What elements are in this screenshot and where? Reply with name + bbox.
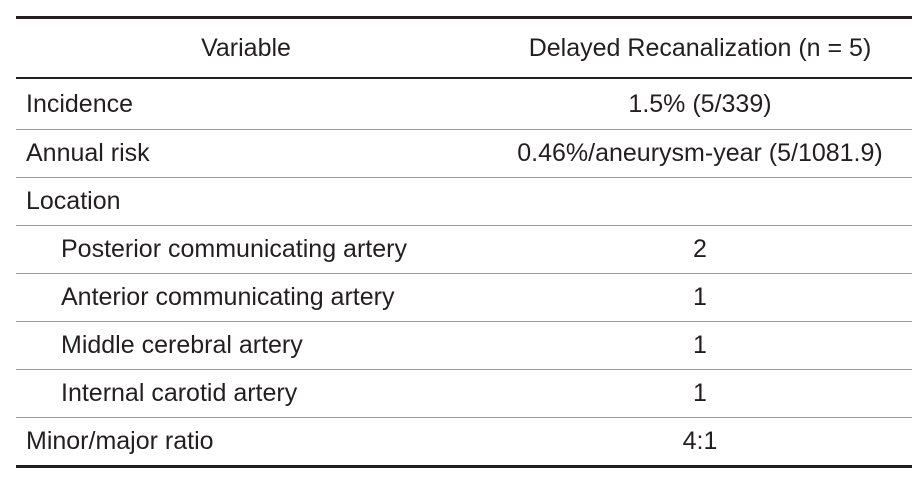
table-row — [16, 418, 912, 467]
table-row — [16, 130, 912, 178]
row-label-anterior-communicating-artery: Anterior communicating artery — [16, 274, 476, 322]
table-row — [16, 178, 912, 226]
row-label-posterior-communicating-artery: Posterior communicating artery — [16, 226, 476, 274]
row-label-minor-major-ratio: Minor/major ratio — [16, 418, 476, 467]
row-label-middle-cerebral-artery: Middle cerebral artery — [16, 322, 476, 370]
row-value-posterior-communicating-artery: 2 — [476, 226, 912, 274]
row-value-annual-risk: 0.46%/aneurysm-year (5/1081.9) — [476, 130, 912, 178]
row-label-incidence: Incidence — [16, 78, 476, 130]
table-row — [16, 274, 912, 322]
row-value-internal-carotid-artery: 1 — [476, 370, 912, 418]
row-label-location: Location — [16, 178, 476, 226]
table-header — [16, 18, 912, 79]
row-value-incidence: 1.5% (5/339) — [476, 78, 912, 130]
table-row — [16, 322, 912, 370]
header-delayed-recanalization: Delayed Recanalization (n = 5) — [476, 18, 912, 79]
row-value-middle-cerebral-artery: 1 — [476, 322, 912, 370]
table-row — [16, 370, 912, 418]
header-variable: Variable — [16, 18, 476, 79]
header-row — [16, 18, 912, 79]
row-value-anterior-communicating-artery: 1 — [476, 274, 912, 322]
row-value-location — [476, 178, 912, 226]
table-row — [16, 226, 912, 274]
data-table — [16, 16, 912, 468]
row-label-annual-risk: Annual risk — [16, 130, 476, 178]
table-row — [16, 78, 912, 130]
row-value-minor-major-ratio: 4:1 — [476, 418, 912, 467]
row-label-internal-carotid-artery: Internal carotid artery — [16, 370, 476, 418]
table-body — [16, 78, 912, 467]
data-table-container — [16, 16, 912, 468]
